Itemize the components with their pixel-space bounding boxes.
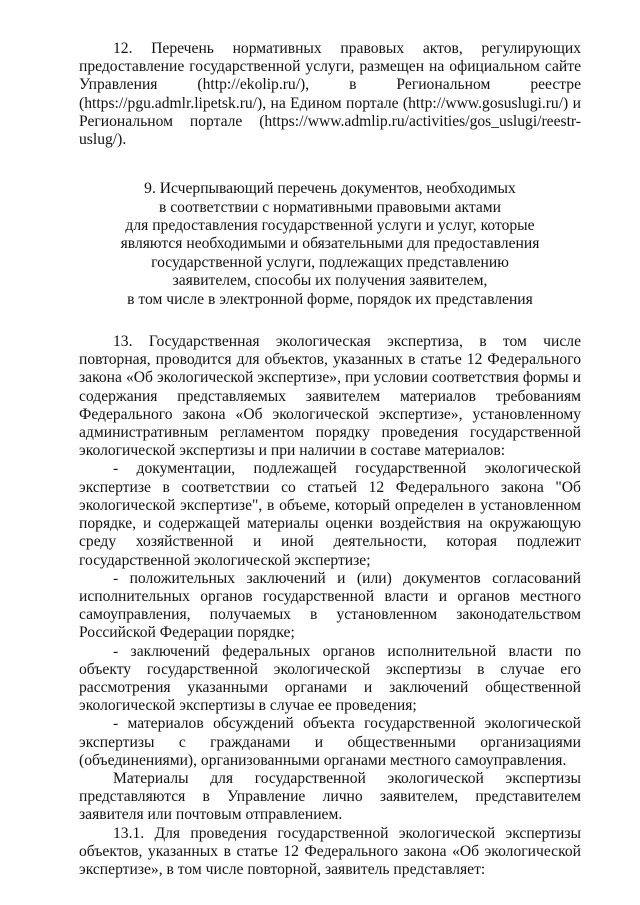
heading-line: для предоставления государственной услуги и услуг, которые: [125, 217, 535, 235]
paragraph-12: 12. Перечень нормативных правовых актов, регулирующих предоставление государственной услуги, размещен на официальном сайте Управления (http://ekolip.ru/), в Региональном реестре (https://pgu.admlr.lipetsk.ru/), на Едином портале (http://www.gosuslugi.ru/) и Региональном портале (https://www.admlip.ru/activities/gos_uslugi/reestr-uslug/).: [79, 40, 581, 149]
heading-line: в том числе в электронной форме, порядок их представления: [127, 290, 533, 308]
paragraph-submission: Материалы для государственной экологической экспертизы представляются в Управление лично заявителем, представителем заявителя или почтовым отправлением.: [79, 769, 581, 824]
heading-line: 9. Исчерпывающий перечень документов, необходимых: [144, 180, 516, 198]
list-item-discussion-materials: - материалов обсуждений объекта государственной экологической экспертизы с гражданами и общественными организациями (объединениями), организованными органами местного самоуправления.: [79, 715, 581, 769]
heading-line: являются необходимыми и обязательными для предоставления: [120, 235, 540, 253]
list-item-positive-conclusions: - положительных заключений и (или) документов согласований исполнительных органов государственной власти и органов местного самоуправления, получаемых в установленном законодательством Российской Федерации порядке;: [79, 569, 581, 642]
list-item-documentation: - документации, подлежащей государственной экологической экспертизе в соответствии со статьей 12 Федерального закона "Об экологической экспертизе", в объеме, который определен в установленном порядке, и содержащей материалы оценки воздействия на окружающую среду хозяйственной и иной деятельности, которая подлежит государственной экологической экспертизе;: [79, 460, 581, 569]
heading-line: государственной услуги, подлежащих представлению: [151, 253, 509, 271]
list-item-federal-conclusions: - заключений федеральных органов исполнительной власти по объекту государственной экологической экспертизы в случае его рассмотрения указанными органами и заключений общественной экологической экспертизы в случае ее проведения;: [79, 642, 581, 715]
document-page: [79, 40, 581, 879]
paragraph-13-1: 13.1. Для проведения государственной экологической экспертизы объектов, указанных в статье 12 Федерального закона «Об экологической экспертизе», в том числе повторной, заявитель представляет:: [79, 824, 581, 878]
heading-line: в соответствии с нормативными правовыми актами: [158, 198, 502, 216]
paragraph-13: 13. Государственная экологическая экспертиза, в том числе повторная, проводится для объектов, указанных в статье 12 Федерального закона «Об экологической экспертизе», при условии соответствия формы и содержания представляемых заявителем материалов требованиям Федерального закона «Об экологической экспертизе», установленному административным регламентом порядку проведения государственной экологической экспертизы и при наличии в составе материалов:: [79, 333, 581, 460]
section-heading-9: [79, 180, 581, 309]
heading-line: заявителем, способы их получения заявителем,: [172, 272, 488, 290]
